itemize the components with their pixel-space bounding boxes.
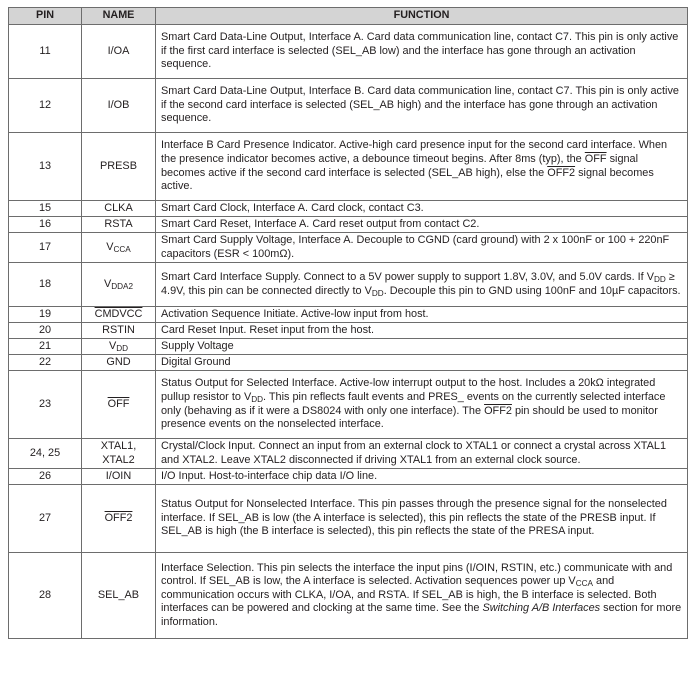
pin-name: GND (82, 355, 156, 371)
pin-number: 20 (9, 323, 82, 339)
pin-function: Smart Card Data-Line Output, Interface A. Card data communication line, contact C7. This pin is only active if the first card interface is selected (SEL_AB low) and the interface has gone through an activation sequence. (156, 25, 688, 79)
pin-name: SEL_AB (82, 553, 156, 639)
pin-name: $V_{CCA}$ (82, 233, 156, 263)
header-name: NAME (82, 8, 156, 25)
overbar-signal: OFF2 (547, 166, 576, 179)
header-row (9, 8, 688, 25)
table-row (9, 553, 688, 639)
pin-function: Smart Card Supply Voltage, Interface A. Decouple to CGND (card ground) with 2 x 100nF or 100 + 220nF capacitors (ESR < 100mΩ). (156, 233, 688, 263)
table-row (9, 201, 688, 217)
pin-function: Supply Voltage (156, 339, 688, 355)
pin-number: 18 (9, 263, 82, 307)
pin-name: $\overline{OFF}$ (82, 371, 156, 439)
pin-function: Card Reset Input. Reset input from the host. (156, 323, 688, 339)
pin-name: XTAL1, XTAL2 (82, 439, 156, 469)
table-row (9, 133, 688, 201)
pin-function: Smart Card Clock, Interface A. Card clock, contact C3. (156, 201, 688, 217)
pin-number: 11 (9, 25, 82, 79)
pin-number: 13 (9, 133, 82, 201)
header-pin: PIN (9, 8, 82, 25)
pin-number: 15 (9, 201, 82, 217)
table-row (9, 233, 688, 263)
table-row (9, 323, 688, 339)
pin-number: 17 (9, 233, 82, 263)
pin-name: I/OB (82, 79, 156, 133)
pin-number: 12 (9, 79, 82, 133)
overbar-signal: $\overline{OFF}$ (584, 152, 607, 165)
pin-function: Status Output for Nonselected Interface. This pin passes through the presence signal for the nonselected interface. If SEL_AB is low (the A interface is selected), this pin reflects the state of the PRESB input. If SEL_AB is high (the B interface is selected), this pin reflects the state of the PRESA input. (156, 485, 688, 553)
overbar-signal: OFF2 (484, 404, 512, 417)
pin-function: I/O Input. Host-to-interface chip data I/O line. (156, 469, 688, 485)
pin-number: 24, 25 (9, 439, 82, 469)
pin-name: $V_{DD}$ (82, 339, 156, 355)
pin-name: $V_{DDA2}$ (82, 263, 156, 307)
pin-name: OFF2 (82, 485, 156, 553)
table-row (9, 469, 688, 485)
pin-function: Smart Card Reset, Interface A. Card reset output from contact C2. (156, 217, 688, 233)
pin-function: Digital Ground (156, 355, 688, 371)
pin-number: 19 (9, 307, 82, 323)
table-row (9, 339, 688, 355)
table-row (9, 25, 688, 79)
pin-function: Interface B Card Presence Indicator. Active-high card presence input for the second card interface. When the presence indicator becomes active, a debounce timeout begins. After 8ms (typ), the $\overline{OFF}$ signal becomes active if the second card interface is selected (SEL_AB high), else the OFF2 signal becomes active. (156, 133, 688, 201)
pin-function: Activation Sequence Initiate. Active-low input from host. (156, 307, 688, 323)
pin-name: CLKA (82, 201, 156, 217)
pin-function: Status Output for Selected Interface. Active-low interrupt output to the host. Includes a 20kΩ integrated pullup resistor to $V_{DD}$. This pin reflects fault events and PRES_ events on the currently selected interface only (behaving as if it were a DS8024 with only one interface). The OFF2 pin should be used to monitor presence events on the nonselected interface. (156, 371, 688, 439)
pin-number: 22 (9, 355, 82, 371)
pin-name: PRESB (82, 133, 156, 201)
pin-number: 21 (9, 339, 82, 355)
pin-number: 16 (9, 217, 82, 233)
table-row (9, 79, 688, 133)
table-row (9, 485, 688, 553)
header-function: FUNCTION (156, 8, 688, 25)
pin-number: 27 (9, 485, 82, 553)
pin-name: I/OIN (82, 469, 156, 485)
pin-function: Interface Selection. This pin selects the interface the input pins (I/OIN, RSTIN, etc.) communicate with and control. If SEL_AB is low, the A interface is selected. Activation sequences power up $V_{CCA}$ and communication occurs with CLKA, I/OA, and RSTA. If SEL_AB is high, the B interface is selected. Both interfaces can be powered and clocking at the same time. See the Switching A/B Interfaces section for more information. (156, 553, 688, 639)
pin-function: Smart Card Data-Line Output, Interface B. Card data communication line, contact C7. This pin is only active if the second card interface is selected (SEL_AB high) and the interface has gone through an activation sequence. (156, 79, 688, 133)
pin-name: RSTA (82, 217, 156, 233)
table-row (9, 371, 688, 439)
pin-function: Crystal/Clock Input. Connect an input from an external clock to XTAL1 or connect a crystal across XTAL1 and XTAL2. Leave XTAL2 disconnected if driving XTAL1 from an external clock source. (156, 439, 688, 469)
pin-description-table (8, 7, 688, 639)
table-row (9, 307, 688, 323)
table-row (9, 263, 688, 307)
pin-number: 23 (9, 371, 82, 439)
pin-name: RSTIN (82, 323, 156, 339)
pin-number: 28 (9, 553, 82, 639)
table-row (9, 355, 688, 371)
pin-function: Smart Card Interface Supply. Connect to a 5V power supply to support 1.8V, 3.0V, and 5.0V cards. If $V_{DD} \ge 4.9V$, this pin can be connected directly to $V_{DD}$. Decouple this pin to GND using 100nF and 10µF capacitors. (156, 263, 688, 307)
pin-name: I/OA (82, 25, 156, 79)
table-row (9, 217, 688, 233)
pin-number: 26 (9, 469, 82, 485)
pin-name: CMDVCC (82, 307, 156, 323)
table-row (9, 439, 688, 469)
